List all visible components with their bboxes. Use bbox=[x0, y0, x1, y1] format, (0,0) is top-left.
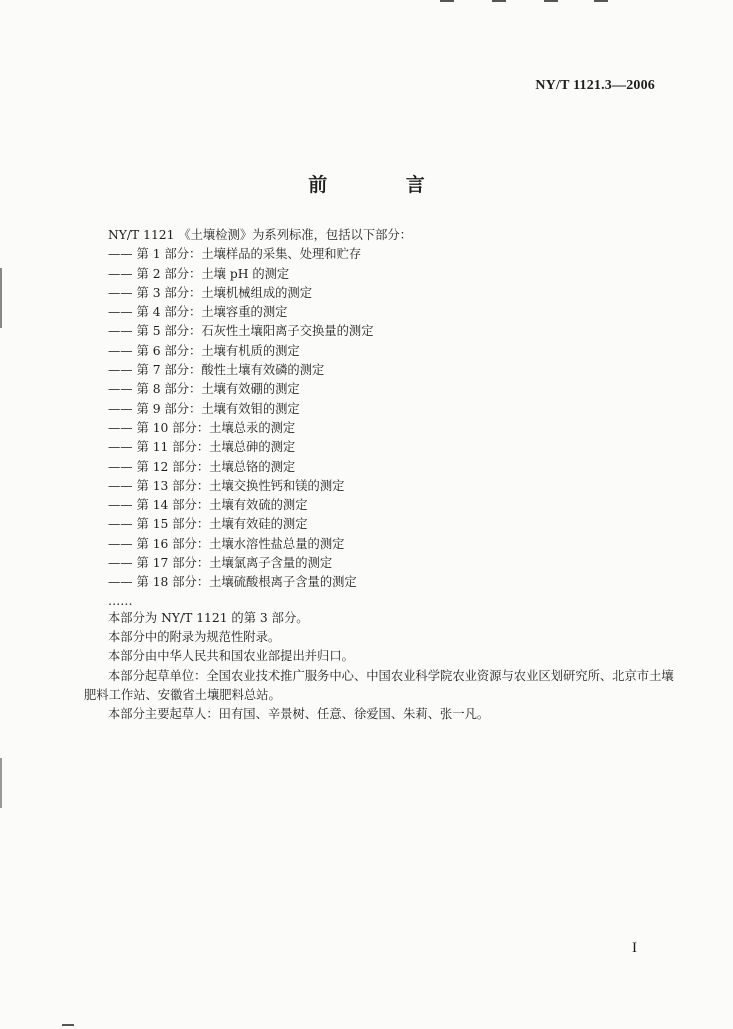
list-ellipsis: …… bbox=[108, 593, 133, 608]
document-code: NY/T 1121.3—2006 bbox=[535, 78, 655, 93]
list-item: —— 第 6 部分：土壤有机质的测定 bbox=[108, 343, 300, 358]
scan-artifact bbox=[0, 758, 2, 808]
scan-artifact bbox=[594, 0, 608, 2]
list-item: —— 第 13 部分：土壤交换性钙和镁的测定 bbox=[108, 478, 345, 493]
scan-artifact bbox=[62, 1024, 74, 1026]
list-item: —— 第 4 部分：土壤容重的测定 bbox=[108, 305, 288, 320]
list-item: —— 第 1 部分：土壤样品的采集、处理和贮存 bbox=[108, 247, 362, 262]
parts-list bbox=[84, 245, 674, 592]
list-item: —— 第 2 部分：土壤 pH 的测定 bbox=[108, 266, 290, 281]
list-item: —— 第 5 部分：石灰性土壤阳离子交换量的测定 bbox=[108, 324, 374, 339]
list-item: —— 第 14 部分：土壤有效硫的测定 bbox=[108, 498, 308, 513]
list-item: —— 第 8 部分：土壤有效硼的测定 bbox=[108, 382, 300, 397]
scan-artifact bbox=[440, 0, 454, 2]
paragraph: 本部分由中华人民共和国农业部提出并归口。 bbox=[108, 649, 354, 664]
paragraph: 本部分中的附录为规范性附录。 bbox=[108, 629, 281, 644]
scan-artifact bbox=[544, 0, 558, 2]
list-item: —— 第 17 部分：土壤氯离子含量的测定 bbox=[108, 556, 333, 571]
list-item: —— 第 3 部分：土壤机械组成的测定 bbox=[108, 285, 313, 300]
list-item: —— 第 9 部分：土壤有效钼的测定 bbox=[108, 401, 300, 416]
scan-artifact bbox=[492, 0, 506, 2]
paragraph: 本部分起草单位：全国农业技术推广服务中心、中国农业科学院农业资源与农业区划研究所、北京市土壤肥料工作站、安徽省土壤肥料总站。 bbox=[84, 668, 674, 702]
paragraph: 本部分为 NY/T 1121 的第 3 部分。 bbox=[108, 610, 309, 625]
list-item: —— 第 15 部分：土壤有效硅的测定 bbox=[108, 517, 308, 532]
paragraph: 本部分主要起草人：田有国、辛景树、任意、徐爱国、朱莉、张一凡。 bbox=[108, 707, 490, 722]
list-item: —— 第 11 部分：土壤总砷的测定 bbox=[108, 440, 296, 455]
intro-text: NY/T 1121 《土壤检测》为系列标准，包括以下部分： bbox=[108, 228, 412, 242]
scan-artifact bbox=[0, 268, 2, 328]
list-item: —— 第 7 部分：酸性土壤有效磷的测定 bbox=[108, 363, 325, 378]
page-title: 前 言 bbox=[308, 174, 461, 196]
list-item: —— 第 18 部分：土壤硫酸根离子含量的测定 bbox=[108, 575, 357, 590]
list-item: —— 第 10 部分：土壤总汞的测定 bbox=[108, 420, 296, 435]
foreword-body bbox=[84, 226, 674, 724]
list-item: —— 第 12 部分：土壤总铬的测定 bbox=[108, 459, 296, 474]
page-number: I bbox=[632, 940, 637, 956]
list-item: —— 第 16 部分：土壤水溶性盐总量的测定 bbox=[108, 536, 345, 551]
